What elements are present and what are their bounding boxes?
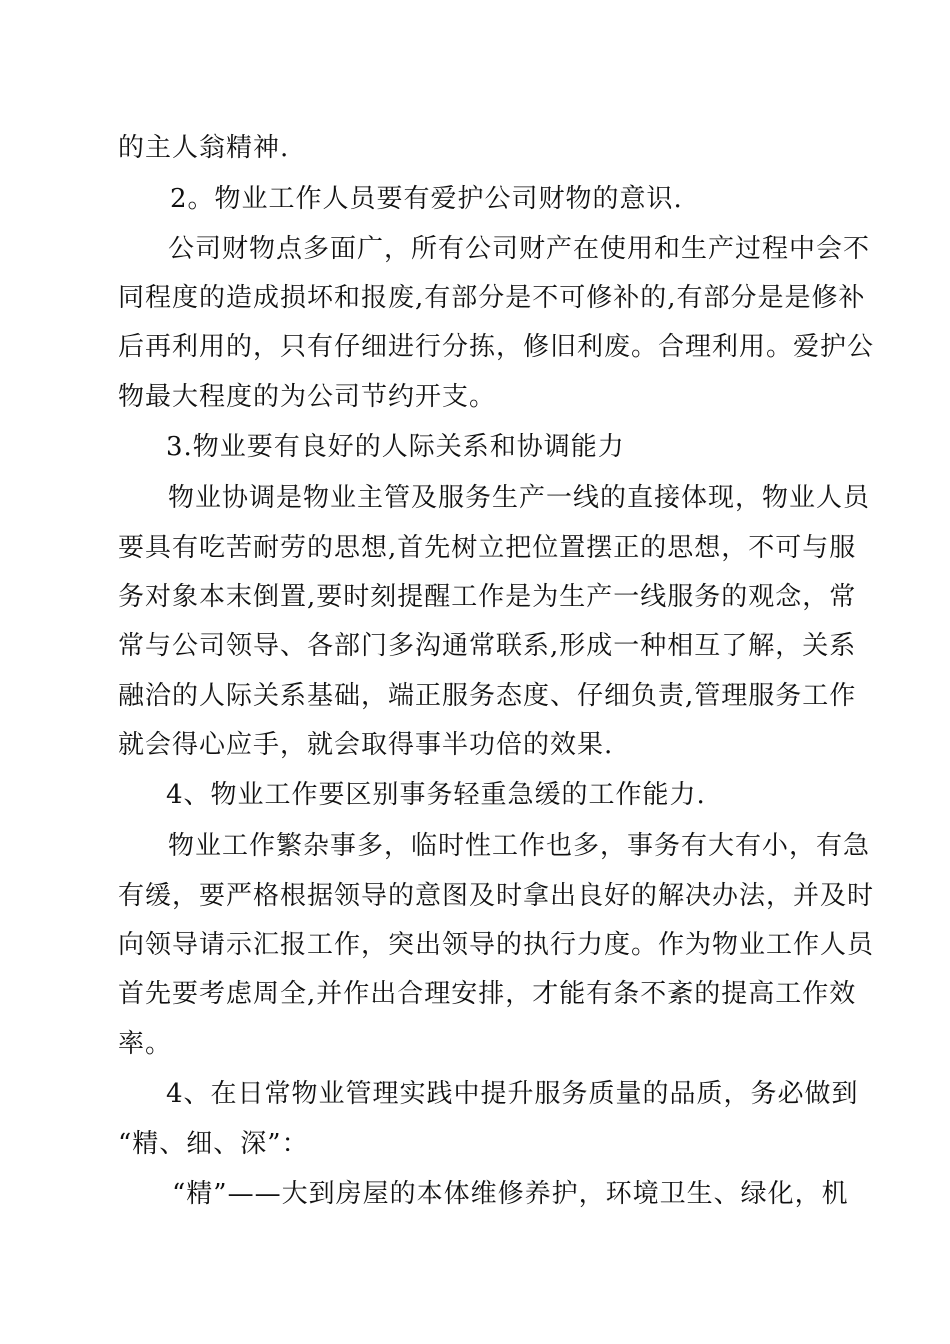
text-line: 务对象本末倒置,要时刻提醒工作是为生产一线服务的观念，常: [118, 582, 857, 612]
text-line: “精”——大到房屋的本体维修养护，环境卫生、绿化，机: [172, 1179, 849, 1209]
text-line: 的主人翁精神.: [118, 133, 290, 163]
text-line: 首先要考虑周全,并作出合理安排，才能有条不紊的提高工作效: [118, 979, 857, 1009]
section-heading: 4、物业工作要区别事务轻重急缓的工作能力.: [166, 780, 706, 810]
text-line: “精、细、深”：: [118, 1129, 309, 1159]
section-heading: 3.物业要有良好的人际关系和协调能力: [166, 432, 625, 462]
text-line: 物最大程度的为公司节约开支。: [118, 382, 497, 412]
text-line: 物业工作繁杂事多，临时性工作也多，事务有大有小，有急: [168, 831, 871, 861]
text-line: 公司财物点多面广，所有公司财产在使用和生产过程中会不: [168, 234, 871, 264]
text-line: 就会得心应手，就会取得事半功倍的效果.: [118, 730, 614, 760]
section-heading: 4、在日常物业管理实践中提升服务质量的品质，务必做到: [166, 1079, 859, 1109]
text-line: 要具有吃苦耐劳的思想,首先树立把位置摆正的思想，不可与服: [118, 533, 857, 563]
text-line: 常与公司领导、各部门多沟通常联系,形成一种相互了解，关系: [118, 631, 857, 661]
text-line: 有缓，要严格根据领导的意图及时拿出良好的解决办法，并及时: [118, 881, 875, 911]
text-line: 率。: [118, 1029, 173, 1059]
text-line: 后再利用的，只有仔细进行分拣，修旧利废。合理利用。爱护公: [118, 332, 875, 362]
text-line: 融洽的人际关系基础，端正服务态度、仔细负责,管理服务工作: [118, 681, 857, 711]
text-line: 同程度的造成损坏和报废,有部分是不可修补的,有部分是是修补: [118, 283, 866, 313]
section-heading: 2。物业工作人员要有爱护公司财物的意识.: [170, 184, 683, 214]
text-line: 向领导请示汇报工作，突出领导的执行力度。作为物业工作人员: [118, 930, 875, 960]
text-line: 物业协调是物业主管及服务生产一线的直接体现，物业人员: [168, 483, 871, 513]
